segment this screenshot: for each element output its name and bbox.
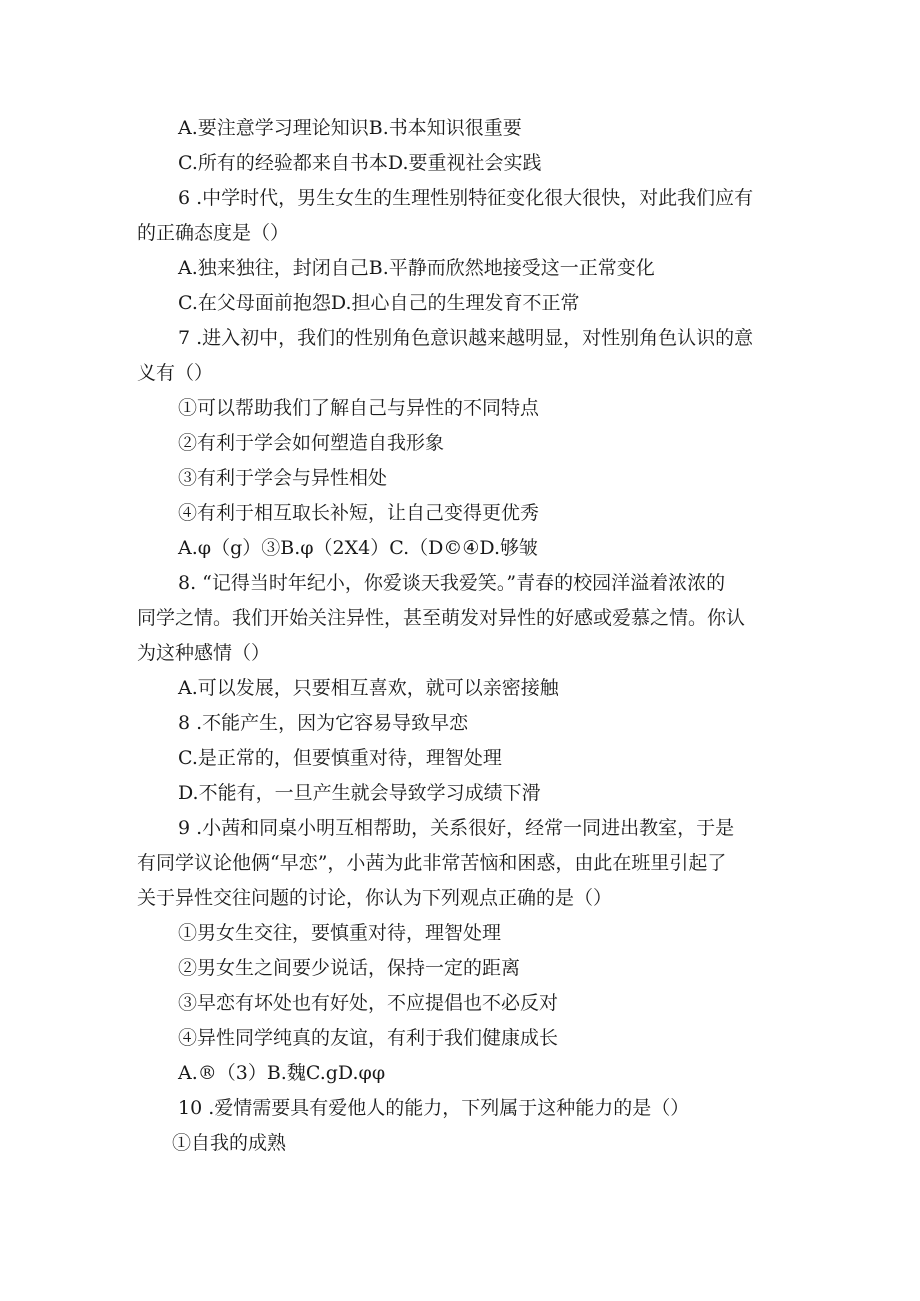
option-line: 8 .不能产生，因为它容易导致早恋: [178, 712, 469, 734]
question-6-continued: 的正确态度是（）: [137, 222, 290, 244]
question-9-continued: 关于异性交往问题的讨论，你认为下列观点正确的是（）: [137, 887, 613, 909]
option-line: A.可以发展，只要相互喜欢，就可以亲密接触: [178, 677, 559, 699]
statement-item: ②有利于学会如何塑造自我形象: [178, 432, 445, 454]
statement-item: ①可以帮助我们了解自己与异性的不同特点: [178, 397, 540, 419]
statement-item: ①自我的成熟: [172, 1132, 287, 1154]
statement-item: ④有利于相互取长补短，让自己变得更优秀: [178, 502, 540, 524]
statement-item: ①男女生交往，要慎重对待，理智处理: [178, 922, 502, 944]
question-8-continued: 为这种感情（）: [137, 642, 271, 664]
question-8: 8. “记得当时年纪小，你爱谈天我爱笑。”青春的校园洋溢着浓浓的: [178, 572, 726, 594]
question-10: 10 .爱情需要具有爱他人的能力，下列属于这种能力的是（）: [178, 1097, 690, 1119]
question-6: 6 .中学时代，男生女生的生理性别特征变化很大很快，对此我们应有: [178, 187, 754, 209]
question-9-continued: 有同学议论他俩“早恋”，小茜为此非常苦恼和困惑，由此在班里引起了: [137, 852, 727, 874]
option-line: D.不能有，一旦产生就会导致学习成绩下滑: [178, 782, 541, 804]
option-line: A.独来独往，封闭自己B.平静而欣然地接受这一正常变化: [178, 257, 655, 279]
option-line: C.在父母面前抱怨D.担心自己的生理发育不正常: [178, 292, 580, 314]
statement-item: ③有利于学会与异性相处: [178, 467, 388, 489]
option-line: A.®（3）B.魏C.gD.φφ: [178, 1062, 386, 1084]
question-8-continued: 同学之情。我们开始关注异性，甚至萌发对异性的好感或爱慕之情。你认: [137, 607, 746, 629]
statement-item: ②男女生之间要少说话，保持一定的距离: [178, 957, 521, 979]
option-line: C.所有的经验都来自书本D.要重视社会实践: [178, 152, 542, 174]
statement-item: ④异性同学纯真的友谊，有利于我们健康成长: [178, 1027, 559, 1049]
question-7-continued: 义有（）: [137, 362, 214, 384]
option-line: A.要注意学习理论知识B.书本知识很重要: [178, 117, 522, 139]
question-7: 7 .进入初中，我们的性别角色意识越来越明显，对性别角色认识的意: [178, 327, 754, 349]
option-line: C.是正常的，但要慎重对待，理智处理: [178, 747, 502, 769]
question-9: 9 .小茜和同桌小明互相帮助，关系很好，经常一同进出教室，于是: [178, 817, 735, 839]
option-line: A.φ（g）③B.φ（2X4）C.（D©④D.够皱: [178, 537, 538, 559]
statement-item: ③早恋有坏处也有好处，不应提倡也不必反对: [178, 992, 559, 1014]
